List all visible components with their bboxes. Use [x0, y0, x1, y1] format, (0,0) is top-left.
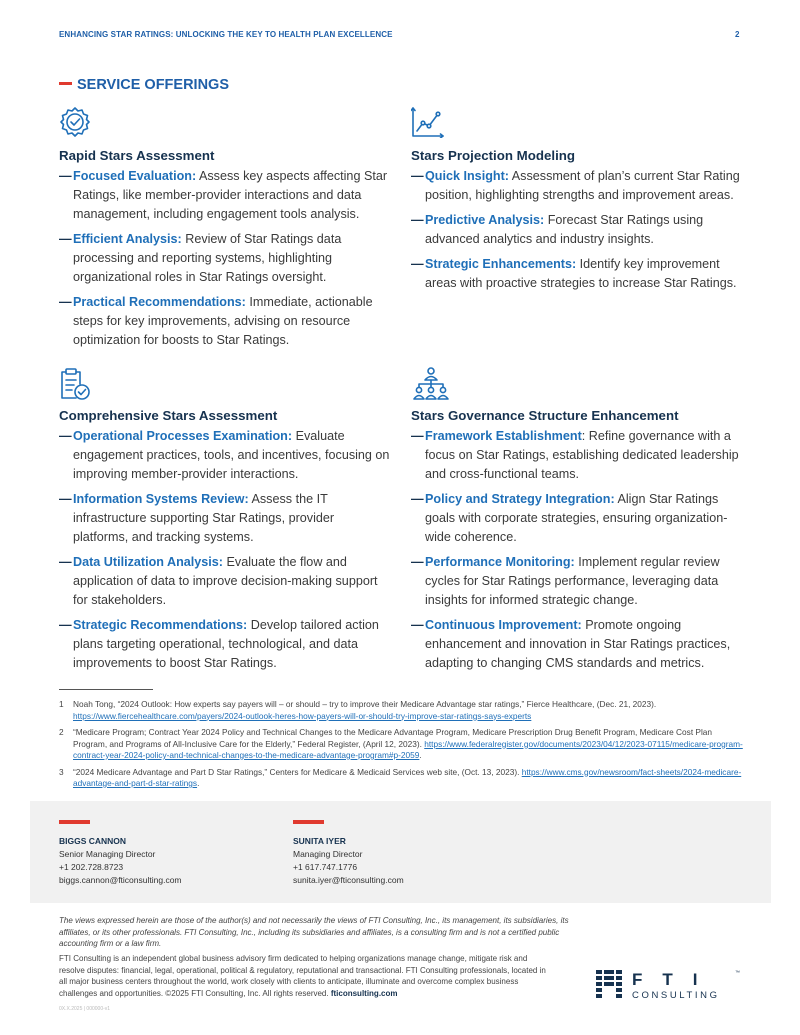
red-bar-accent — [293, 820, 324, 824]
em-dash-bullet: — — [59, 492, 72, 506]
logo-wordmark: FTI — [632, 970, 718, 989]
org-structure-icon — [411, 367, 451, 401]
service-title: Comprehensive Stars Assessment — [59, 408, 278, 423]
item-lead: Policy and Strategy Integration: — [425, 492, 615, 506]
item-lead: Efficient Analysis: — [73, 232, 182, 246]
about-fti — [59, 953, 549, 999]
fti-consulting-logo — [594, 968, 744, 1000]
footnote-text: Noah Tong, “2024 Outlook: How experts say payers will – or should – try to improve their Medicare Advantage star ratings,” Fierce Healthcare, (Dec. 21, 2023). — [73, 699, 657, 709]
em-dash-bullet: — — [411, 257, 424, 271]
contact-name: SUNITA IYER — [293, 836, 346, 846]
contact-phone: +1 617.747.1776 — [293, 862, 358, 872]
footnote-rule — [59, 689, 153, 690]
item-lead: Performance Monitoring: — [425, 555, 575, 569]
footnote — [59, 727, 743, 762]
item-text: Assessment of plan’s current Star Rating position, highlighting strengths and improvement areas. — [425, 169, 740, 202]
footnote-number: 2 — [59, 727, 64, 737]
page-number: 2 — [735, 30, 740, 39]
item-text: Immediate, actionable steps for key improvements, advising on resource optimization for boosts to Star Ratings. — [73, 295, 373, 347]
footnote-link[interactable]: https://www.fiercehealthcare.com/payers/2024-outlook-heres-how-payers-will-or-should-try-improve-star-ratings-says-experts — [73, 710, 532, 721]
em-dash-bullet: — — [59, 232, 72, 246]
list-item — [411, 490, 743, 547]
footnote-text: “2024 Medicare Advantage and Part D Star Ratings,” Centers for Medicare & Medicaid Services web site, (Oct. 13, 2023). — [73, 766, 522, 777]
footnote-link[interactable]: https://www.federalregister.gov/documents/2023/04/12/2023-07115/medicare-program-contract-year-2024-policy-and-technical-changes-to-the-medicare-advantage-program#p-2059 — [73, 738, 743, 760]
contact-email[interactable]: sunita.iyer@fticonsulting.com — [293, 875, 404, 885]
clipboard-check-icon — [59, 367, 91, 401]
list-item — [411, 427, 743, 484]
logo-subtitle: CONSULTING — [632, 990, 720, 1000]
service-comprehensive-stars-assessment — [59, 408, 391, 679]
item-text: Review of Star Ratings data processing and reporting systems, highlighting organizational roles in Star Ratings oversight. — [73, 232, 342, 284]
em-dash-bullet: — — [411, 213, 424, 227]
footnote-number: 1 — [59, 699, 64, 709]
about-text: FTI Consulting is an independent global business advisory firm dedicated to helping organizations manage change, mitigate risk and resolve disputes: financial, legal, operational, political & regulatory, reputational and transactional. FTI Consulting professionals, located in all major business centers throughout the world, work closely with clients to anticipate, illuminate and overcome complex business challenges and opportunities. ©2025 FTI Consulting, Inc. All rights reserved. — [59, 954, 546, 998]
section-title-text: SERVICE OFFERINGS — [77, 77, 230, 93]
line-chart-icon — [411, 106, 445, 138]
em-dash-bullet: — — [59, 169, 72, 183]
list-item — [411, 255, 743, 293]
item-text: Evaluate engagement practices, tools, and incentives, focusing on improving member-provider interactions. — [73, 429, 390, 481]
red-dash-accent — [59, 82, 72, 85]
list-item — [59, 616, 391, 673]
item-text: Align Star Ratings goals with corporate strategies, ensuring organization-wide coherence. — [425, 492, 728, 544]
em-dash-bullet: — — [411, 429, 424, 443]
service-title: Stars Projection Modeling — [411, 148, 576, 163]
list-item — [59, 293, 391, 350]
em-dash-bullet: — — [411, 169, 424, 183]
service-title: Rapid Stars Assessment — [59, 148, 215, 163]
footnote — [59, 699, 743, 722]
em-dash-bullet: — — [59, 618, 72, 632]
document-code: 0X.X.2025 | 000000-v1 — [59, 1006, 111, 1012]
item-text: Implement regular review cycles for Star Ratings performance, leveraging data insights for informed strategic change. — [425, 555, 720, 607]
em-dash-bullet: — — [59, 295, 72, 309]
logo-trademark: ™ — [735, 970, 740, 976]
item-text: Assess key aspects affecting Star Ratings, like member-provider interactions and data management, including engagement tools analysis. — [73, 169, 388, 221]
em-dash-bullet: — — [59, 429, 72, 443]
list-item — [59, 167, 391, 224]
contact-name: BIGGS CANNON — [59, 836, 127, 846]
contact-card — [59, 820, 279, 887]
contact-card — [293, 820, 513, 887]
badge-check-icon — [59, 106, 91, 138]
footnotes — [59, 699, 743, 795]
list-item — [411, 553, 743, 610]
disclaimer: The views expressed herein are those of the author(s) and not necessarily the views of FTI Consulting, Inc., its management, its subsidiaries, its affiliates, or its other professionals. FTI Consulting, Inc., including its subsidiaries and affiliates, is a consulting firm and is not a certified public accounting firm or a law firm. — [59, 916, 569, 948]
item-text: Develop tailored action plans targeting operational, technological, and data improvements to boost Star Ratings. — [73, 618, 379, 670]
section-heading — [59, 77, 229, 93]
list-item — [59, 427, 391, 484]
item-lead: Quick Insight: — [425, 169, 509, 183]
service-stars-governance — [411, 408, 743, 679]
item-text: Forecast Star Ratings using advanced analytics and industry insights. — [425, 213, 704, 246]
item-lead: Continuous Improvement: — [425, 618, 582, 632]
em-dash-bullet: — — [59, 555, 72, 569]
item-lead: Information Systems Review: — [73, 492, 249, 506]
service-rapid-stars-assessment — [59, 148, 391, 356]
list-item — [411, 167, 743, 205]
item-text: Evaluate the flow and application of data to improve decision-making support for stakeholders. — [73, 555, 378, 607]
service-title: Stars Governance Structure Enhancement — [411, 408, 679, 423]
contact-role: Senior Managing Director — [59, 849, 156, 859]
item-lead: Practical Recommendations: — [73, 295, 246, 309]
service-stars-projection-modeling — [411, 148, 743, 299]
website-link[interactable]: fticonsulting.com — [330, 988, 398, 998]
list-item — [411, 211, 743, 249]
list-item — [59, 230, 391, 287]
footnote-link[interactable]: https://www.cms.gov/newsroom/fact-sheets/2024-medicare-advantage-and-part-d-star-ratings — [73, 766, 742, 788]
em-dash-bullet: — — [411, 492, 424, 506]
item-lead: Predictive Analysis: — [425, 213, 545, 227]
list-item — [411, 616, 743, 673]
item-text: Promote ongoing enhancement and innovation in Star Ratings practices, adapting to changing CMS standards and metrics. — [425, 618, 731, 670]
contact-email[interactable]: biggs.cannon@fticonsulting.com — [59, 875, 182, 885]
red-bar-accent — [59, 820, 90, 824]
item-lead: Framework Establishment — [425, 429, 582, 443]
item-lead: Focused Evaluation: — [73, 169, 197, 183]
footnote-tail: . — [419, 750, 422, 760]
item-lead: Strategic Enhancements: — [425, 257, 577, 271]
list-item — [59, 553, 391, 610]
footnote-text: “Medicare Program; Contract Year 2024 Policy and Technical Changes to the Medicare Advantage Program, Medicare Prescription Drug Benefit Program, Medicare Cost Plan Program, and Programs of All-Inclusive Care for the Elderly,” Federal Register, (April 12, 2023). — [73, 727, 713, 749]
footnote-tail: . — [197, 778, 200, 788]
contact-phone: +1 202.728.8723 — [59, 862, 124, 872]
em-dash-bullet: — — [411, 555, 424, 569]
item-lead: Data Utilization Analysis: — [73, 555, 223, 569]
running-header: ENHANCING STAR RATINGS: UNLOCKING THE KEY TO HEALTH PLAN EXCELLENCE — [59, 30, 393, 39]
item-lead: Operational Processes Examination: — [73, 429, 293, 443]
footnote — [59, 767, 743, 790]
list-item — [59, 490, 391, 547]
em-dash-bullet: — — [411, 618, 424, 632]
item-lead: Strategic Recommendations: — [73, 618, 248, 632]
contact-role: Managing Director — [293, 849, 363, 859]
item-text: : Refine governance with a focus on Star Ratings, establishing dedicated leadership and cross-functional teams. — [425, 429, 739, 481]
item-text: Assess the IT infrastructure supporting Star Ratings, provider platforms, and tracking systems. — [73, 492, 335, 544]
item-text: Identify key improvement areas with proactive strategies to increase Star Ratings. — [425, 257, 737, 290]
footnote-number: 3 — [59, 766, 64, 777]
